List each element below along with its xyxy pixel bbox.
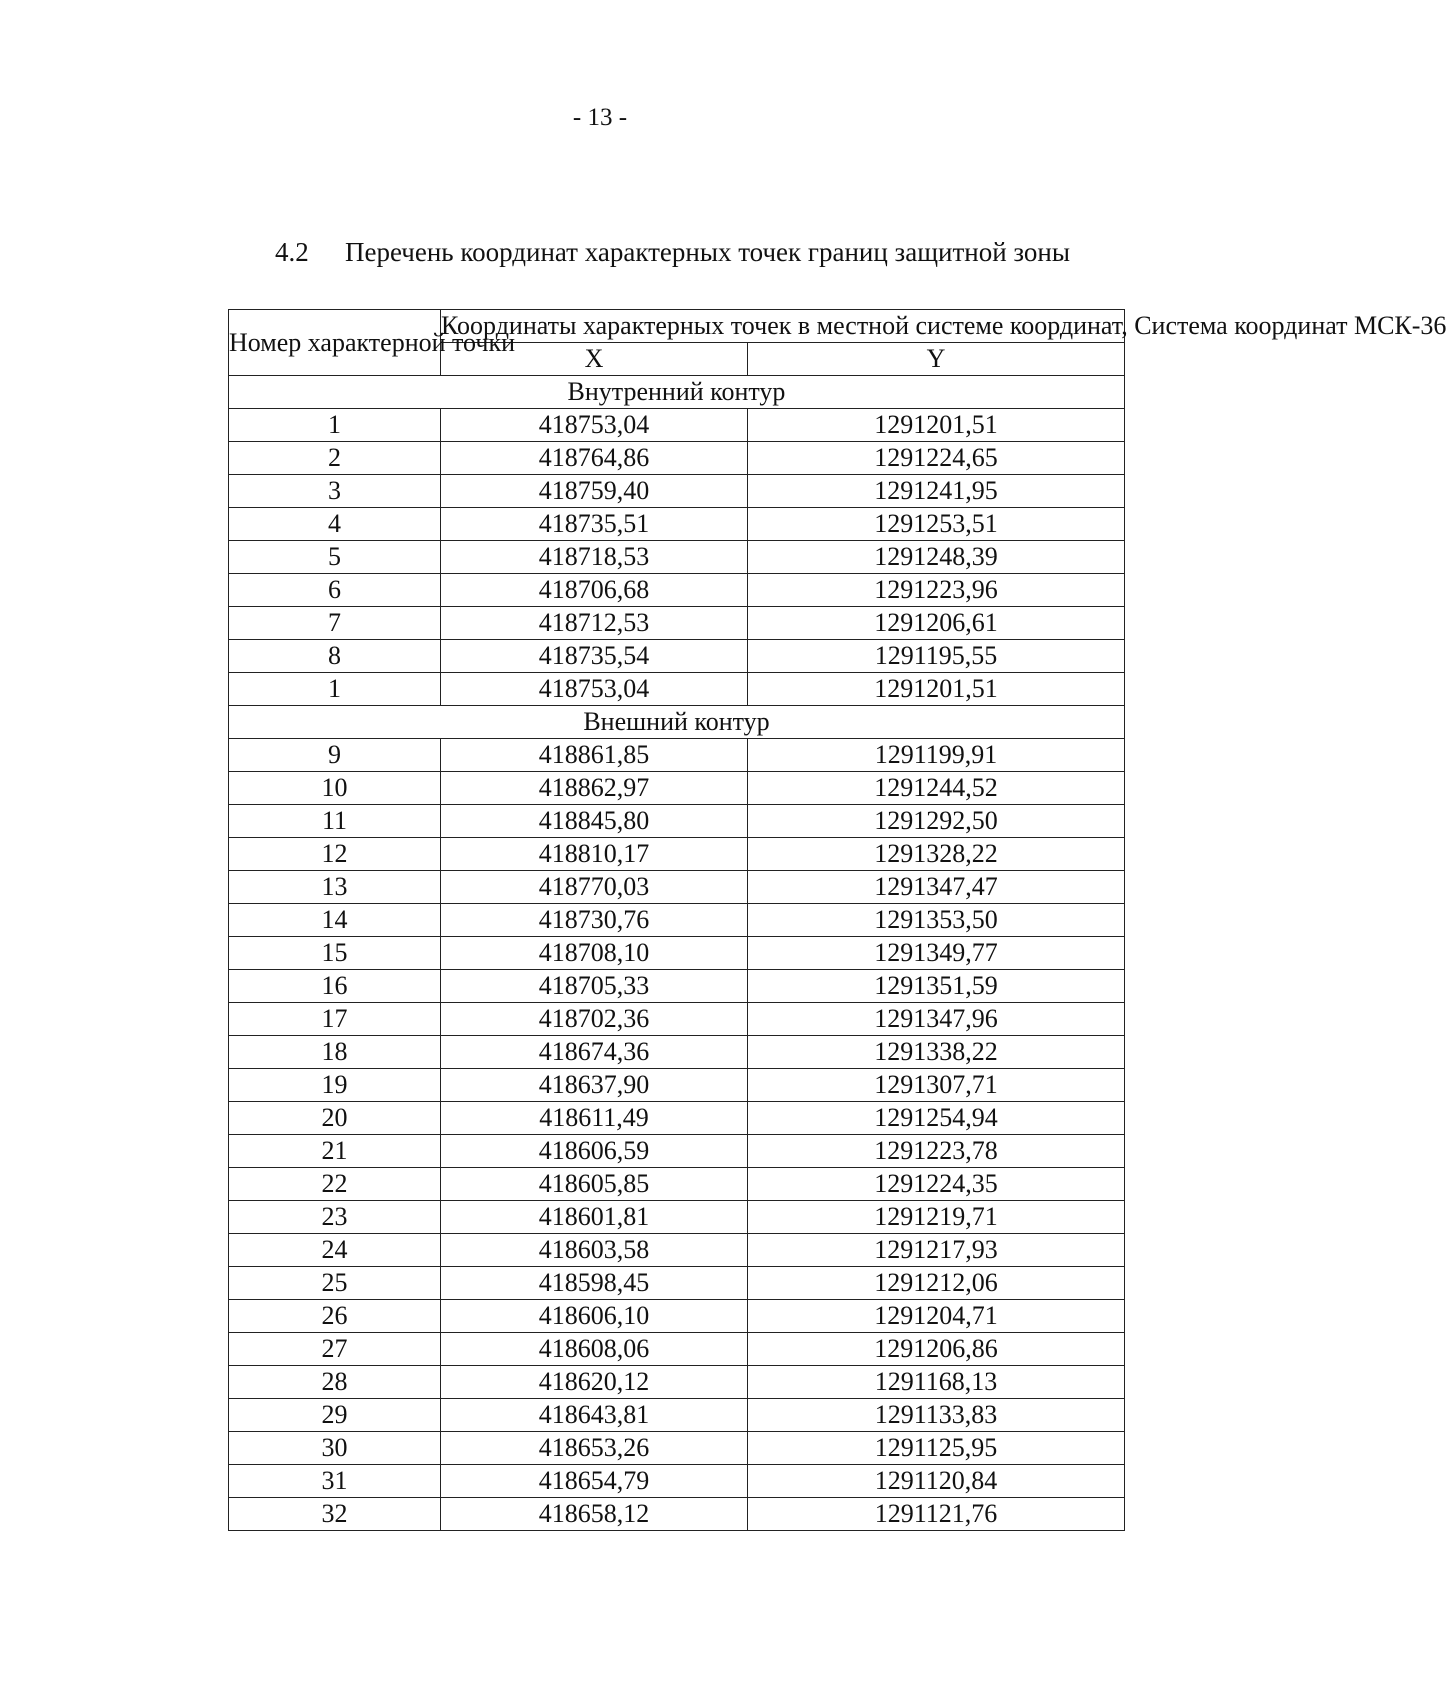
point-number-cell: 28 bbox=[229, 1366, 441, 1399]
table-row bbox=[229, 607, 1125, 640]
x-coordinate-cell: 418861,85 bbox=[441, 739, 748, 772]
y-coordinate-cell: 1291224,65 bbox=[748, 442, 1125, 475]
coordinates-table bbox=[228, 309, 1446, 1531]
header-coordinates: Координаты характерных точек в местной системе координат, Система координат МСК-36 bbox=[441, 310, 1125, 343]
x-coordinate-cell: 418735,51 bbox=[441, 508, 748, 541]
table-row bbox=[229, 772, 1125, 805]
table-row bbox=[229, 442, 1125, 475]
table-row bbox=[229, 805, 1125, 838]
point-number-cell: 4 bbox=[229, 508, 441, 541]
x-coordinate-cell: 418753,04 bbox=[441, 673, 748, 706]
y-coordinate-cell: 1291120,84 bbox=[748, 1465, 1125, 1498]
y-coordinate-cell: 1291206,86 bbox=[748, 1333, 1125, 1366]
y-coordinate-cell: 1291206,61 bbox=[748, 607, 1125, 640]
table-row bbox=[229, 904, 1125, 937]
point-number-cell: 2 bbox=[229, 442, 441, 475]
point-number-cell: 27 bbox=[229, 1333, 441, 1366]
table-row bbox=[229, 1069, 1125, 1102]
y-coordinate-cell: 1291168,13 bbox=[748, 1366, 1125, 1399]
x-coordinate-cell: 418705,33 bbox=[441, 970, 748, 1003]
table-row bbox=[229, 1333, 1125, 1366]
table-row bbox=[229, 1036, 1125, 1069]
table-row bbox=[229, 1399, 1125, 1432]
y-coordinate-cell: 1291224,35 bbox=[748, 1168, 1125, 1201]
x-coordinate-cell: 418759,40 bbox=[441, 475, 748, 508]
x-coordinate-cell: 418608,06 bbox=[441, 1333, 748, 1366]
point-number-cell: 29 bbox=[229, 1399, 441, 1432]
x-coordinate-cell: 418653,26 bbox=[441, 1432, 748, 1465]
table-row bbox=[229, 1003, 1125, 1036]
y-coordinate-cell: 1291204,71 bbox=[748, 1300, 1125, 1333]
y-coordinate-cell: 1291121,76 bbox=[748, 1498, 1125, 1531]
x-coordinate-cell: 418708,10 bbox=[441, 937, 748, 970]
header-point-number: Номер характерной точки bbox=[229, 310, 441, 376]
point-number-cell: 19 bbox=[229, 1069, 441, 1102]
y-coordinate-cell: 1291307,71 bbox=[748, 1069, 1125, 1102]
y-coordinate-cell: 1291328,22 bbox=[748, 838, 1125, 871]
table-row bbox=[229, 1498, 1125, 1531]
table-row bbox=[229, 1102, 1125, 1135]
section-title-cell: Внутренний контур bbox=[229, 376, 1125, 409]
x-coordinate-cell: 418753,04 bbox=[441, 409, 748, 442]
x-coordinate-cell: 418712,53 bbox=[441, 607, 748, 640]
y-coordinate-cell: 1291253,51 bbox=[748, 508, 1125, 541]
y-coordinate-cell: 1291223,78 bbox=[748, 1135, 1125, 1168]
point-number-cell: 23 bbox=[229, 1201, 441, 1234]
x-coordinate-cell: 418658,12 bbox=[441, 1498, 748, 1531]
table-row bbox=[229, 673, 1125, 706]
x-coordinate-cell: 418862,97 bbox=[441, 772, 748, 805]
y-coordinate-cell: 1291199,91 bbox=[748, 739, 1125, 772]
page-number: - 13 - bbox=[572, 104, 628, 131]
y-coordinate-cell: 1291133,83 bbox=[748, 1399, 1125, 1432]
table-row bbox=[229, 871, 1125, 904]
y-coordinate-cell: 1291125,95 bbox=[748, 1432, 1125, 1465]
x-coordinate-cell: 418606,10 bbox=[441, 1300, 748, 1333]
y-coordinate-cell: 1291212,06 bbox=[748, 1267, 1125, 1300]
x-coordinate-cell: 418606,59 bbox=[441, 1135, 748, 1168]
header-y: Y bbox=[748, 343, 1125, 376]
table-row bbox=[229, 508, 1125, 541]
x-coordinate-cell: 418611,49 bbox=[441, 1102, 748, 1135]
point-number-cell: 18 bbox=[229, 1036, 441, 1069]
point-number-cell: 6 bbox=[229, 574, 441, 607]
y-coordinate-cell: 1291347,47 bbox=[748, 871, 1125, 904]
y-coordinate-cell: 1291201,51 bbox=[748, 673, 1125, 706]
point-number-cell: 22 bbox=[229, 1168, 441, 1201]
point-number-cell: 12 bbox=[229, 838, 441, 871]
x-coordinate-cell: 418770,03 bbox=[441, 871, 748, 904]
table-row bbox=[229, 1267, 1125, 1300]
x-coordinate-cell: 418730,76 bbox=[441, 904, 748, 937]
section-heading bbox=[275, 237, 1070, 268]
table-row bbox=[229, 409, 1125, 442]
y-coordinate-cell: 1291244,52 bbox=[748, 772, 1125, 805]
point-number-cell: 24 bbox=[229, 1234, 441, 1267]
x-coordinate-cell: 418764,86 bbox=[441, 442, 748, 475]
table-row bbox=[229, 1135, 1125, 1168]
point-number-cell: 25 bbox=[229, 1267, 441, 1300]
x-coordinate-cell: 418718,53 bbox=[441, 541, 748, 574]
x-coordinate-cell: 418620,12 bbox=[441, 1366, 748, 1399]
section-number: 4.2 bbox=[275, 237, 309, 267]
x-coordinate-cell: 418605,85 bbox=[441, 1168, 748, 1201]
x-coordinate-cell: 418845,80 bbox=[441, 805, 748, 838]
y-coordinate-cell: 1291347,96 bbox=[748, 1003, 1125, 1036]
table-row bbox=[229, 640, 1125, 673]
table-row bbox=[229, 1201, 1125, 1234]
table-body bbox=[229, 376, 1125, 1531]
table-row bbox=[229, 1465, 1125, 1498]
x-coordinate-cell: 418702,36 bbox=[441, 1003, 748, 1036]
table-row bbox=[229, 739, 1125, 772]
y-coordinate-cell: 1291217,93 bbox=[748, 1234, 1125, 1267]
y-coordinate-cell: 1291241,95 bbox=[748, 475, 1125, 508]
x-coordinate-cell: 418706,68 bbox=[441, 574, 748, 607]
y-coordinate-cell: 1291223,96 bbox=[748, 574, 1125, 607]
point-number-cell: 8 bbox=[229, 640, 441, 673]
x-coordinate-cell: 418654,79 bbox=[441, 1465, 748, 1498]
header-x: X bbox=[441, 343, 748, 376]
point-number-cell: 3 bbox=[229, 475, 441, 508]
table-row bbox=[229, 970, 1125, 1003]
table-row bbox=[229, 1366, 1125, 1399]
y-coordinate-cell: 1291248,39 bbox=[748, 541, 1125, 574]
point-number-cell: 1 bbox=[229, 673, 441, 706]
point-number-cell: 31 bbox=[229, 1465, 441, 1498]
y-coordinate-cell: 1291219,71 bbox=[748, 1201, 1125, 1234]
x-coordinate-cell: 418735,54 bbox=[441, 640, 748, 673]
section-title-cell: Внешний контур bbox=[229, 706, 1125, 739]
table-row bbox=[229, 838, 1125, 871]
table-row bbox=[229, 1432, 1125, 1465]
point-number-cell: 21 bbox=[229, 1135, 441, 1168]
y-coordinate-cell: 1291254,94 bbox=[748, 1102, 1125, 1135]
point-number-cell: 1 bbox=[229, 409, 441, 442]
point-number-cell: 10 bbox=[229, 772, 441, 805]
point-number-cell: 16 bbox=[229, 970, 441, 1003]
table-row bbox=[229, 574, 1125, 607]
point-number-cell: 26 bbox=[229, 1300, 441, 1333]
y-coordinate-cell: 1291351,59 bbox=[748, 970, 1125, 1003]
y-coordinate-cell: 1291292,50 bbox=[748, 805, 1125, 838]
y-coordinate-cell: 1291201,51 bbox=[748, 409, 1125, 442]
y-coordinate-cell: 1291338,22 bbox=[748, 1036, 1125, 1069]
x-coordinate-cell: 418603,58 bbox=[441, 1234, 748, 1267]
table-row bbox=[229, 1168, 1125, 1201]
point-number-cell: 17 bbox=[229, 1003, 441, 1036]
section-row bbox=[229, 706, 1125, 739]
table-row bbox=[229, 475, 1125, 508]
point-number-cell: 5 bbox=[229, 541, 441, 574]
x-coordinate-cell: 418810,17 bbox=[441, 838, 748, 871]
point-number-cell: 30 bbox=[229, 1432, 441, 1465]
x-coordinate-cell: 418674,36 bbox=[441, 1036, 748, 1069]
table-row bbox=[229, 937, 1125, 970]
y-coordinate-cell: 1291195,55 bbox=[748, 640, 1125, 673]
table-row bbox=[229, 1300, 1125, 1333]
y-coordinate-cell: 1291349,77 bbox=[748, 937, 1125, 970]
point-number-cell: 7 bbox=[229, 607, 441, 640]
point-number-cell: 11 bbox=[229, 805, 441, 838]
x-coordinate-cell: 418637,90 bbox=[441, 1069, 748, 1102]
point-number-cell: 32 bbox=[229, 1498, 441, 1531]
point-number-cell: 13 bbox=[229, 871, 441, 904]
section-title: Перечень координат характерных точек границ защитной зоны bbox=[345, 237, 1070, 267]
x-coordinate-cell: 418601,81 bbox=[441, 1201, 748, 1234]
table-header-row bbox=[229, 310, 1125, 343]
point-number-cell: 15 bbox=[229, 937, 441, 970]
x-coordinate-cell: 418598,45 bbox=[441, 1267, 748, 1300]
y-coordinate-cell: 1291353,50 bbox=[748, 904, 1125, 937]
point-number-cell: 20 bbox=[229, 1102, 441, 1135]
table-row bbox=[229, 541, 1125, 574]
table-row bbox=[229, 1234, 1125, 1267]
point-number-cell: 14 bbox=[229, 904, 441, 937]
section-row bbox=[229, 376, 1125, 409]
point-number-cell: 9 bbox=[229, 739, 441, 772]
x-coordinate-cell: 418643,81 bbox=[441, 1399, 748, 1432]
